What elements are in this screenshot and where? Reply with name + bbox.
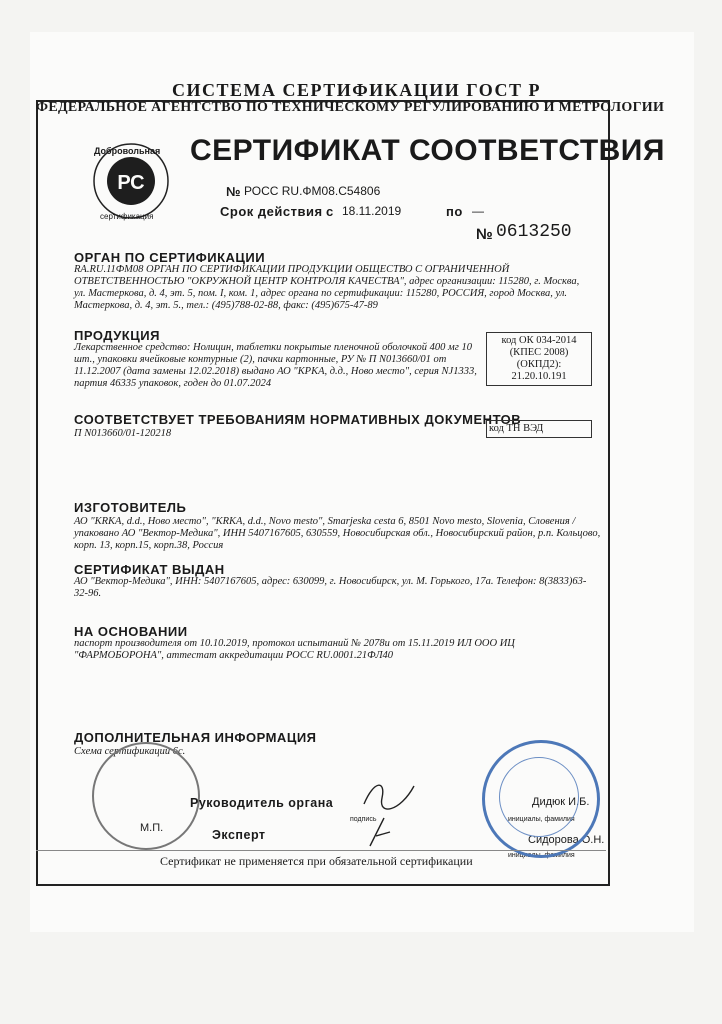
- validity-to-date: —: [472, 204, 484, 218]
- logo-label-bottom: сертификация: [100, 212, 154, 221]
- manufacturer-text: АО "KRKA, d.d., Ново место", "KRKA, d.d., Novo mesto", Smarjeska cesta 6, 8501 Novo mesto, Slovenia, Словения / упаковано АО "Вектор-Медика", ИНН 5407167605, 630559, Новосибирская обл., Новосибирский район, р.п. Кольцово, корп. 13, корп.15, корп.38, Россия: [74, 516, 601, 551]
- okpd-code-line: (ОКПД2):: [516, 359, 562, 370]
- validity-label: Срок действия: [220, 204, 323, 219]
- head-sig-caption: подпись: [350, 816, 377, 823]
- additional-heading: ДОПОЛНИТЕЛЬНАЯ ИНФОРМАЦИЯ: [74, 730, 317, 745]
- cert-no-label: №: [226, 184, 241, 199]
- scheme-text: Схема сертификации 6с.: [74, 746, 186, 757]
- agency-heading: ФЕДЕРАЛЬНОЕ АГЕНТСТВО ПО ТЕХНИЧЕСКОМУ РЕГУЛИРОВАНИЮ И МЕТРОЛОГИИ: [36, 100, 665, 115]
- validity-to-label: по: [446, 204, 463, 219]
- logo-label-top: Добровольная: [94, 146, 161, 156]
- issued-text: АО "Вектор-Медика", ИНН: 5407167605, адрес: 630099, г. Новосибирск, ул. М. Горького, 17а. Телефон: 8(3833)63-32-96.: [74, 576, 587, 599]
- validity-from-label: с: [326, 204, 334, 219]
- expert-label: Эксперт: [212, 828, 266, 842]
- head-name: Дидюк И.Б.: [532, 796, 590, 808]
- tnved-code-box: [486, 420, 592, 438]
- normative-heading: СООТВЕТСТВУЕТ ТРЕБОВАНИЯМ НОРМАТИВНЫХ ДОКУМЕНТОВ: [74, 412, 522, 427]
- validity-from-date: 18.11.2019: [342, 204, 402, 218]
- basis-text: паспорт производителя от 10.10.2019, протокол испытаний № 2078и от 15.11.2019 ИЛ ООО ИЦ "ФАРМОБОРОНА", аттестат аккредитации РОСС RU.0001.21ФЛ40: [74, 638, 515, 661]
- organ-text: RA.RU.11ФМ08 ОРГАН ПО СЕРТИФИКАЦИИ ПРОДУКЦИИ ОБЩЕСТВО С ОГРАНИЧЕННОЙ ОТВЕТСТВЕННОСТЬЮ "ОКРУЖНОЙ ЦЕНТР КОНТРОЛЯ КАЧЕСТВА", адрес организации: 115280, г. Москва, ул. Мастеркова, д. 4, эт. 5, пом. I, ком. 1, адрес органа по сертификации: 115280, РОССИЯ, город Москва, ул. Мастеркова, д. 4, эт. 5., тел.: (495)788-02-88, факс: (495)675-47-89: [74, 264, 580, 311]
- product-heading: ПРОДУКЦИЯ: [74, 328, 160, 343]
- head-label: Руководитель органа: [190, 796, 334, 810]
- basis-heading: НА ОСНОВАНИИ: [74, 624, 188, 639]
- okpd-code-box: [486, 332, 592, 386]
- footer-divider: [36, 850, 606, 851]
- expert-signature: [366, 814, 396, 855]
- okpd-code-line: код ОК 034-2014: [501, 335, 577, 346]
- form-number: 0613250: [496, 222, 572, 242]
- organ-heading: ОРГАН ПО СЕРТИФИКАЦИИ: [74, 250, 266, 265]
- issued-heading: СЕРТИФИКАТ ВЫДАН: [74, 562, 225, 577]
- form-no-label: №: [476, 226, 494, 243]
- mp-label: М.П.: [140, 822, 164, 834]
- normative-text: П N013660/01-120218: [74, 428, 172, 439]
- product-text: Лекарственное средство: Нолицин, таблетки покрытые пленочной оболочкой 400 мг 10 шт., упаковки ячейковые контурные (2), пачки картонные, РУ № П N013660/01 от 11.12.2007 (дата замены 12.02.2018) выдано АО "КРКА, д.д., Ново место", серия NJ1333, партия 46335 упаковок, годен до 01.07.2024: [74, 342, 477, 389]
- expert-name: Сидорова О.Н.: [528, 834, 605, 846]
- expert-initials-caption: инициалы, фамилия: [508, 852, 575, 859]
- okpd-code-line: (КПЕС 2008): [509, 347, 569, 358]
- head-initials-caption: инициалы, фамилия: [508, 816, 575, 823]
- system-heading: СИСТЕМА СЕРТИФИКАЦИИ ГОСТ Р: [172, 80, 541, 100]
- cert-number: РОСС RU.ФМ08.С54806: [244, 184, 381, 198]
- okpd-code-line: 21.20.10.191: [511, 371, 567, 382]
- tnved-code-label: код ТН ВЭД: [489, 423, 544, 434]
- manufacturer-heading: ИЗГОТОВИТЕЛЬ: [74, 500, 187, 515]
- certificate-title: СЕРТИФИКАТ СООТВЕТСТВИЯ: [190, 134, 665, 167]
- footer-note: Сертификат не применяется при обязательной сертификации: [160, 854, 473, 868]
- svg-text:РС: РС: [117, 172, 145, 194]
- organization-seal: [482, 740, 600, 858]
